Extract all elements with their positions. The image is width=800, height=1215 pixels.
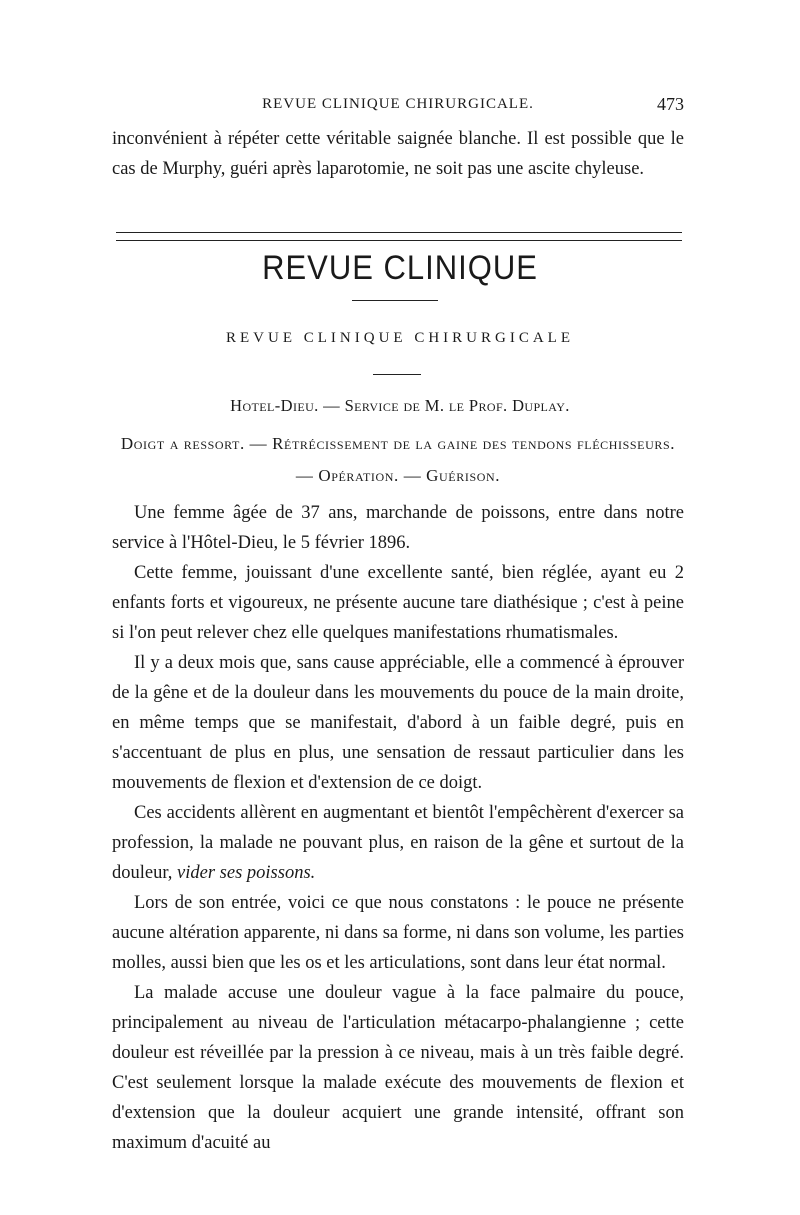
service-line: Hotel-Dieu. — Service de M. le Prof. Duplay. [230,396,570,415]
running-title: REVUE CLINIQUE CHIRURGICALE. [262,96,534,112]
page-number: 473 [657,94,684,114]
paragraph-4-text: Ces accidents allèrent en augmentant et bientôt l'empêchèrent d'exercer sa profession, la malade ne pouvant plus, en raison de la gêne et surtout de la douleur, [112,803,684,883]
section-title: REVUE CLINIQUE [262,248,538,287]
carry-over-paragraph [112,124,684,184]
subtitle-rule [373,374,421,375]
running-head [112,96,684,120]
paragraph-3: Il y a deux mois que, sans cause appréciable, elle a commencé à éprouver de la gêne et de la douleur dans les mouvements du pouce de la main droite, en même temps que se manifestait, d'abord à un faible degré, puis en s'accentuant de plus en plus, une sensation de ressaut particulier dans les mouvements de flexion et d'extension de ce doigt. [112,653,684,793]
article-body [112,498,684,1158]
carry-over-text: inconvénient à répéter cette véritable saignée blanche. Il est possible que le cas de Murphy, guéri après laparotomie, ne soit pas une ascite chyleuse. [112,129,684,179]
paragraph-4-italic: vider ses poissons. [177,863,316,883]
paragraph-6: La malade accuse une douleur vague à la face palmaire du pouce, principalement au niveau de l'articulation métacarpo-phalangienne ; cette douleur est réveillée par la pression à ce niveau, mais à un très faible degré. C'est seulement lorsque la malade exécute des mouvements de flexion et d'extension que la douleur acquiert une grande intensité, offrant son maximum d'acuité au [112,983,684,1153]
case-title: Doigt a ressort. — Rétrécissement de la gaine des tendons fléchisseurs. — Opération. — Guérison. [120,434,676,485]
paragraph-2: Cette femme, jouissant d'une excellente santé, bien réglée, ayant eu 2 enfants forts et vigoureux, ne présente aucune tare diathésique ; c'est à peine si l'on peut relever chez elle quelques manifestations rhumatismales. [112,563,684,643]
paragraph-4 [112,798,684,888]
title-rule [352,300,438,301]
subsection-title: REVUE CLINIQUE CHIRURGICALE [226,330,574,346]
paragraph-5: Lors de son entrée, voici ce que nous constatons : le pouce ne présente aucune altération apparente, ni dans sa forme, ni dans son volume, les parties molles, aussi bien que les os et les articulations, sont dans leur état normal. [112,893,684,973]
paragraph-1: Une femme âgée de 37 ans, marchande de poissons, entre dans notre service à l'Hôtel-Dieu, le 5 février 1896. [112,503,684,553]
section-divider [116,232,682,241]
